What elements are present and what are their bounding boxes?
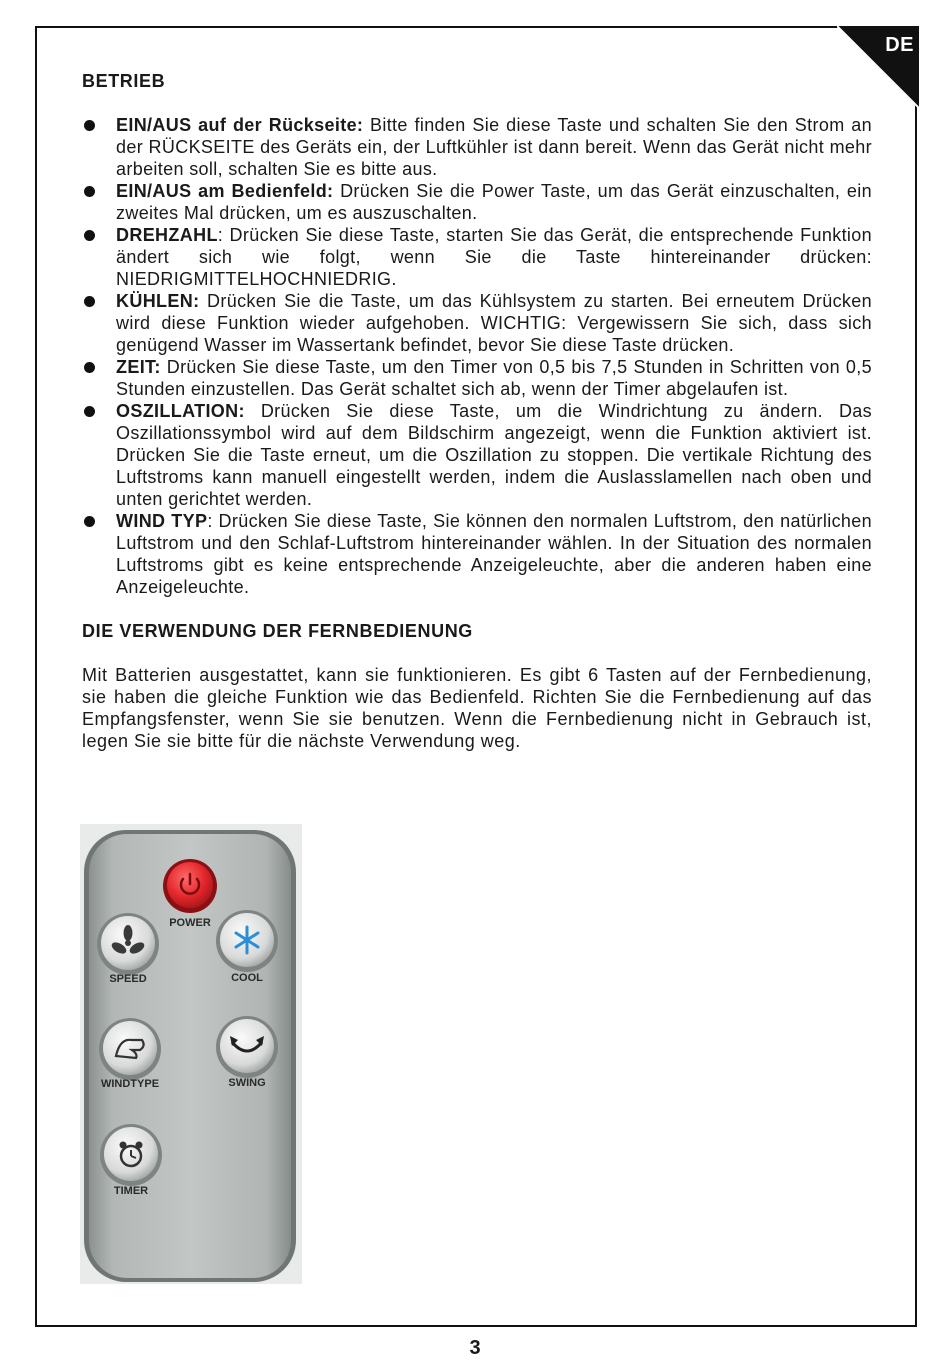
item-term: EIN/AUS auf der Rückseite: [116,115,364,135]
speed-button [97,913,159,975]
cool-button [216,910,278,972]
item-term: OSZILLATION: [116,401,245,421]
timer-button [100,1124,162,1186]
swing-label: SWING [228,1077,266,1089]
item-text: Drücken Sie diese Taste, um die Windrichtung zu ändern. Das Oszillationssymbol wird auf dem Bildschirm angezeigt, wenn die Funktion aktiviert ist. Drücken Sie die Taste erneut, um die Oszillation zu stoppen. Die vertikale Richtung des Luftstroms kann manuell eingestellt werden, indem die Auslasslamellen nach oben und unten gerichtet werden. [116,401,872,509]
list-item [82,290,872,356]
speed-label: SPEED [109,973,147,985]
list-item [82,224,872,290]
power-label: POWER [169,917,211,929]
section-title-betrieb: BETRIEB [82,71,166,91]
windtype-label: WINDTYPE [100,1078,160,1090]
remote-control-photo [80,824,302,1284]
windtype-button [99,1018,161,1080]
item-sep: : [207,511,213,531]
item-text: Drücken Sie die Power Taste, um das Gerät einzuschalten, ein zweites Mal drücken, um es auszuschalten. [116,181,872,223]
item-text: Drücken Sie diese Taste, Sie können den normalen Luftstrom, den natürlichen Luftstrom und den Schlaf-Luftstrom hintereinander wählen. In der Situation des normalen Luftstroms gibt es keine entsprechende Anzeigeleuchte, aber die anderen haben eine Anzeigeleuchte. [116,511,873,597]
main-content [82,70,872,752]
item-text: Drücken Sie die Taste, um das Kühlsystem zu starten. Bei erneutem Drücken wird diese Funktion wieder aufgehoben. WICHTIG: Vergewissern Sie sich, dass sich genügend Wasser im Wassertank befindet, bevor Sie diese Taste drücken. [116,291,872,355]
timer-label: TIMER [113,1185,149,1197]
item-text: Drücken Sie diese Taste, starten Sie das Gerät, die entsprechende Funktion ändert sich wie folgt, wenn Sie die Taste hintereinander drücken: NIEDRIGMITTELHOCHNIEDRIG. [116,225,872,289]
item-term: EIN/AUS am Bedienfeld: [116,181,334,201]
item-text: Bitte finden Sie diese Taste und schalten Sie den Strom an der RÜCKSEITE des Geräts ein, der Luftkühler ist dann bereit. Wenn das Gerät nicht mehr arbeiten soll, schalten Sie es bitte aus. [116,115,872,179]
list-item [82,400,872,510]
item-term: DREHZAHL [116,225,218,245]
list-item [82,510,872,598]
page-number: 3 [469,1337,481,1359]
item-term: ZEIT: [116,357,161,377]
section-title-remote: DIE VERWENDUNG DER FERNBEDIENUNG [82,621,473,641]
list-item [82,180,872,224]
item-term: WIND TYP [116,511,208,531]
swing-button [216,1016,278,1078]
cool-label: COOL [231,972,263,984]
operation-list [82,114,872,598]
language-tag: DE [885,34,914,56]
list-item [82,356,872,400]
remote-paragraph: Mit Batterien ausgestattet, kann sie funktionieren. Es gibt 6 Tasten auf der Fernbedienung, sie haben die gleiche Funktion wie das Bedienfeld. Richten Sie die Fernbedienung auf das Empfangsfenster, wenn Sie sie benutzen. Wenn die Fernbedienung nicht in Gebrauch ist, legen Sie sie bitte für die nächste Verwendung weg. [82,665,872,751]
list-item [82,114,872,180]
item-term: KÜHLEN: [116,291,200,311]
item-sep: : [217,225,224,245]
power-button [163,859,217,913]
item-text: Drücken Sie diese Taste, um den Timer von 0,5 bis 7,5 Stunden in Schritten von 0,5 Stunden einzustellen. Das Gerät schaltet sich ab, wenn der Timer abgelaufen ist. [116,357,872,399]
